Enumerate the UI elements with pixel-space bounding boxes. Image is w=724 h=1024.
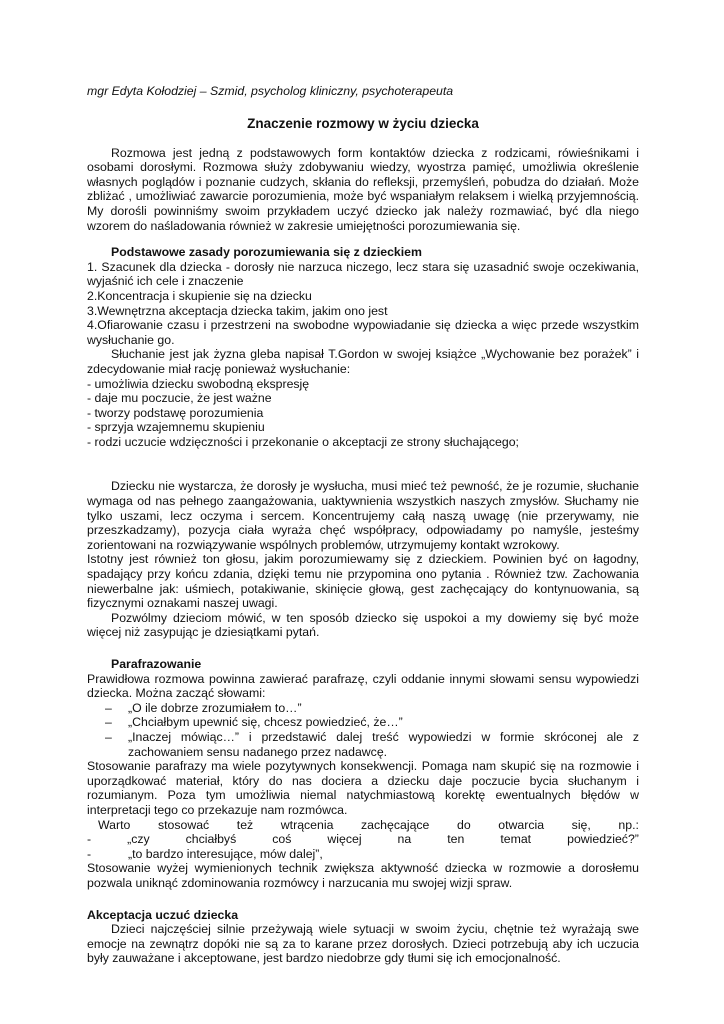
list-item: – „Inaczej mówiąc…” i przedstawić dalej treść wypowiedzi w formie skróconej ale z zachowaniem sensu nadanego przez nadawcę. — [105, 729, 639, 759]
rules-heading: Podstawowe zasady porozumiewania się z dzieckiem — [111, 245, 422, 260]
listening-item-2: - daje mu poczucie, że jest ważne — [87, 391, 272, 406]
intro-paragraph: Rozmowa jest jedną z podstawowych form kontaktów dziecka z rodzicami, rówieśnikami i osobami dorosłymi. Rozmowa służy zdobywaniu wiedzy, wyostrza pamięć, umożliwia określenie własnych poglądów i poznanie cudzych, skłania do refleksji, przemyśleń, pobudza do działań. Może zbliżać , umożliwiać zawarcie porozumienia, może być wspaniałym relaksem i wielką przyjemnością. My dorośli powinniśmy swoim przykładem uczyć dziecko jak należy rozmawiać, być dla niego wzorem do naśladowania również w zakresie umiejętności porozumiewania się. — [87, 145, 639, 233]
list-item: – „O ile dobrze zrozumiałem to…” — [105, 700, 302, 715]
rule-item-4: 4.Ofiarowanie czasu i przestrzeni na swobodne wypowiadanie się dziecka a więc przede wszystkim wysłuchanie go. — [87, 318, 639, 347]
dash-marker: – — [105, 700, 112, 715]
paraphrase-intro: Prawidłowa rozmowa powinna zawierać parafrazę, czyli oddanie innymi słowami sensu wypowiedzi dziecka. Można zacząć słowami: — [87, 671, 639, 701]
rule-item-2: 2.Koncentracja i skupienie się na dziecku — [87, 288, 312, 303]
paraphrase-conclusion: Stosowanie wyżej wymienionych technik zwiększa aktywność dziecka w rozmowie a dorosłemu pozwala uniknąć zdominowania rozmówcy i narzucania mu swojej wizji spraw. — [87, 861, 639, 890]
feelings-paragraph: Dzieci najczęściej silnie przeżywają wiele sytuacji w swoim życiu, chętnie też wyrażają swe emocje na zewnątrz dopóki nie są za to karane przez dorosłych. Dzieci potrzebują aby ich uczucia były zauważane i akceptowane, jest bardzo niedobrze gdy tłumi się ich emocjonalność. — [87, 922, 639, 966]
document-page — [87, 84, 639, 966]
encourage-line: Warto stosować też wtrącenia zachęcające do otwarcia się, np.: — [98, 817, 639, 832]
feelings-heading: Akceptacja uczuć dziecka — [87, 907, 239, 922]
paraphrase-heading: Parafrazowanie — [111, 657, 202, 671]
rule-item-3: 3.Wewnętrzna akceptacja dziecka takim, jakim ono jest — [87, 303, 388, 318]
listening-item-5: - rodzi uczucie wdzięczności i przekonanie o akceptacji ze strony słuchającego; — [87, 434, 519, 449]
listening-item-4: - sprzyja wzajemnemu skupieniu — [87, 420, 265, 435]
listening-item-3: - tworzy podstawę porozumienia — [87, 405, 264, 420]
document-title: Znaczenie rozmowy w życiu dziecka — [247, 115, 479, 131]
question-line: - „czy chciałbyś coś więcej na ten temat powiedzieć?” — [87, 832, 639, 847]
listening-item-1: - umożliwia dziecku swobodną ekspresję — [87, 376, 310, 391]
list-item: – „Chciałbym upewnić się, chcesz powiedzieć, że…” — [105, 715, 403, 730]
listening-intro: Słuchanie jest jak żyzna gleba napisał T.Gordon w swojej książce „Wychowanie bez porażek” i zdecydowanie miał rację ponieważ wysłuchanie: — [87, 347, 639, 376]
attention-paragraph-1: Dziecku nie wystarcza, że dorosły je wysłucha, musi mieć też pewność, że je rozumie, słuchanie wymaga od nas pełnego zaangażowania, uaktywnienia wszystkich naszych zmysłów. Słuchamy nie tylko uszami, lecz oczyma i sercem. Koncentrujemy całą naszą uwagę (nie przerywamy, nie przeszkadzamy), pozycja ciała wyraża chęć współpracy, odpowiadamy po namyśle, jesteśmy zorientowani na rozwiązywanie wspólnych problemów, utrzymujemy kontakt wzrokowy. — [87, 479, 639, 552]
attention-paragraph-3: Pozwólmy dzieciom mówić, w ten sposób dziecko się uspokoi a my dowiemy się być może więcej niż zasypując je dziesiątkami pytań. — [87, 610, 639, 640]
attention-paragraph-2: Istotny jest również ton głosu, jakim porozumiewamy się z dzieckiem. Powinien być on łagodny, spadający przy końcu zdania, dzięki temu nie przypomina ono pytania . Również tzw. Zachowania niewerbalne jak: uśmiech, potakiwanie, skinięcie głową, gest zachęcający do kontynuowania, są fizycznymi oznakami naszej uwagi. — [87, 552, 639, 611]
paraphrase-phrases-list — [87, 701, 639, 759]
rule-item-1: 1. Szacunek dla dziecka - dorosły nie narzuca niczego, lecz stara się uzasadnić swoje oczekiwania, wyjaśnić ich cele i znaczenie — [87, 259, 639, 289]
paraphrase-benefits: Stosowanie parafrazy ma wiele pozytywnych konsekwencji. Pomaga nam skupić się na rozmowie i uporządkować materiał, który do nas dociera a dziecku daje poczucie bycia słuchanym i rozumianym. Poza tym umożliwia niemal natychmiastową korektę ewentualnych błędów w interpretacji tego co przekazuje nam rozmówca. — [87, 759, 639, 817]
dash-marker: – — [105, 715, 112, 730]
author-line: mgr Edyta Kołodziej – Szmid, psycholog kliniczny, psychoterapeuta — [87, 84, 454, 98]
dash-marker: - — [87, 846, 92, 861]
dash-marker: – — [105, 729, 112, 744]
interesting-line: - „to bardzo interesujące, mów dalej”, — [87, 846, 323, 861]
